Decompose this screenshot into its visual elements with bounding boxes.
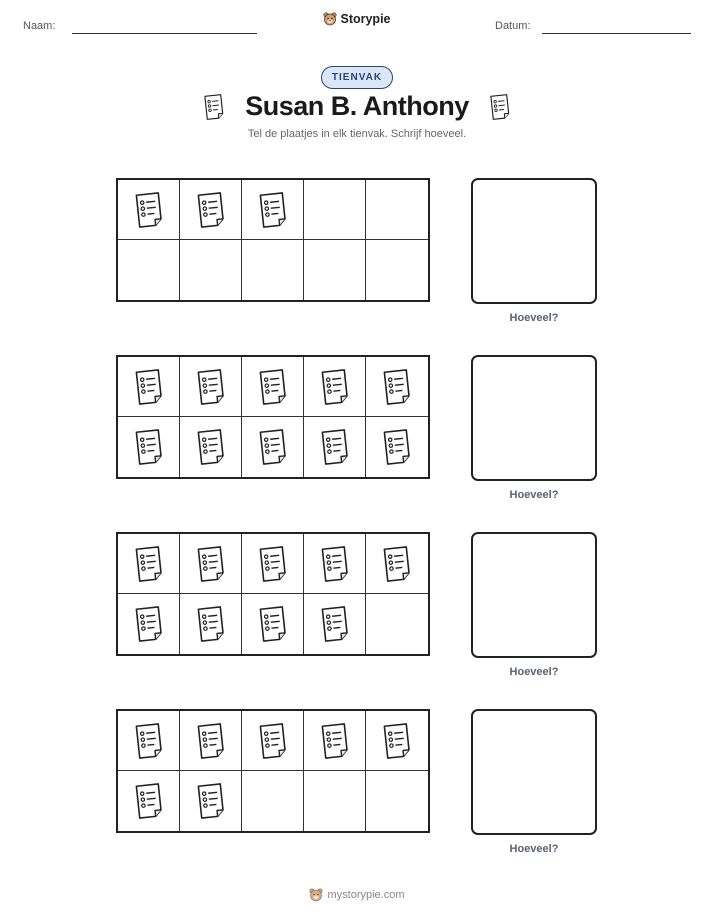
answer-box[interactable] [471, 532, 597, 658]
ten-frame-cell [366, 594, 428, 654]
ten-frame-cell [366, 771, 428, 831]
ten-frame-cell [118, 240, 180, 300]
document-icon [193, 544, 229, 584]
answer-box[interactable] [471, 355, 597, 481]
document-icon [193, 367, 229, 407]
document-icon [131, 604, 167, 644]
ten-frame-cell [304, 771, 366, 831]
name-field[interactable] [72, 33, 257, 34]
document-icon [193, 190, 229, 230]
ten-frame-cell [304, 711, 366, 771]
document-icon [379, 721, 415, 761]
document-icon [317, 427, 353, 467]
ten-frame-cell [366, 711, 428, 771]
document-icon [193, 604, 229, 644]
ten-frame-cell [242, 594, 304, 654]
storypie-logo [0, 12, 714, 26]
ten-frame [116, 709, 430, 833]
ten-frame-cell [242, 180, 304, 240]
page-title: Susan B. Anthony [245, 91, 469, 121]
document-icon [131, 190, 167, 230]
document-icon [379, 544, 415, 584]
ten-frame-cell [118, 417, 180, 477]
document-icon [193, 427, 229, 467]
ten-frame-cell [304, 534, 366, 594]
ten-frame-cell [180, 534, 242, 594]
how-many-label: Hoeveel? [509, 666, 559, 678]
document-icon [131, 367, 167, 407]
document-icon [379, 367, 415, 407]
document-icon [193, 781, 229, 821]
ten-frame-cell [180, 357, 242, 417]
document-icon [255, 544, 291, 584]
ten-frame-cell [242, 534, 304, 594]
document-icon [201, 92, 227, 122]
ten-frame-cell [180, 771, 242, 831]
how-many-label: Hoeveel? [509, 489, 559, 501]
document-icon [131, 544, 167, 584]
document-icon [255, 367, 291, 407]
answer-box[interactable] [471, 709, 597, 835]
answer-box[interactable] [471, 178, 597, 304]
how-many-label: Hoeveel? [509, 312, 559, 324]
bear-mascot-icon [323, 12, 337, 26]
ten-frame-cell [304, 240, 366, 300]
document-icon [131, 427, 167, 467]
ten-frame-cell [180, 417, 242, 477]
ten-frame-cell [118, 771, 180, 831]
ten-frame-cell [366, 357, 428, 417]
ten-frame-cell [180, 711, 242, 771]
document-icon [317, 721, 353, 761]
document-icon [487, 92, 513, 122]
ten-frame-cell [304, 357, 366, 417]
document-icon [317, 604, 353, 644]
ten-frame-cell [242, 771, 304, 831]
date-field[interactable] [542, 33, 691, 34]
document-icon [131, 721, 167, 761]
ten-frame-cell [366, 534, 428, 594]
worksheet-type-badge: TIENVAK [321, 66, 393, 89]
ten-frame [116, 532, 430, 656]
ten-frame-cell [304, 417, 366, 477]
document-icon [255, 190, 291, 230]
document-icon [379, 427, 415, 467]
ten-frame-cell [180, 594, 242, 654]
ten-frame-cell [118, 180, 180, 240]
ten-frame-cell [242, 417, 304, 477]
footer [0, 888, 714, 902]
ten-frame [116, 178, 430, 302]
ten-frame-cell [118, 594, 180, 654]
ten-frame-cell [366, 240, 428, 300]
document-icon [255, 427, 291, 467]
ten-frame-cell [242, 240, 304, 300]
ten-frame-cell [118, 711, 180, 771]
how-many-label: Hoeveel? [509, 843, 559, 855]
document-icon [317, 544, 353, 584]
document-icon [317, 367, 353, 407]
ten-frame-cell [366, 180, 428, 240]
ten-frame-cell [180, 240, 242, 300]
bear-mascot-icon [309, 888, 323, 902]
ten-frame-cell [366, 417, 428, 477]
document-icon [255, 721, 291, 761]
ten-frame-cell [118, 357, 180, 417]
ten-frame-cell [242, 711, 304, 771]
ten-frame-cell [304, 594, 366, 654]
document-icon [255, 604, 291, 644]
instructions: Tel de plaatjes in elk tienvak. Schrijf hoeveel. [247, 128, 467, 140]
ten-frame-cell [242, 357, 304, 417]
ten-frame-cell [180, 180, 242, 240]
ten-frame-cell [304, 180, 366, 240]
document-icon [131, 781, 167, 821]
ten-frame-cell [118, 534, 180, 594]
ten-frame [116, 355, 430, 479]
date-label: Datum: [495, 20, 531, 32]
footer-url: mystorypie.com [327, 889, 405, 901]
document-icon [193, 721, 229, 761]
name-label: Naam: [23, 20, 56, 32]
brand-name: Storypie [340, 12, 391, 26]
